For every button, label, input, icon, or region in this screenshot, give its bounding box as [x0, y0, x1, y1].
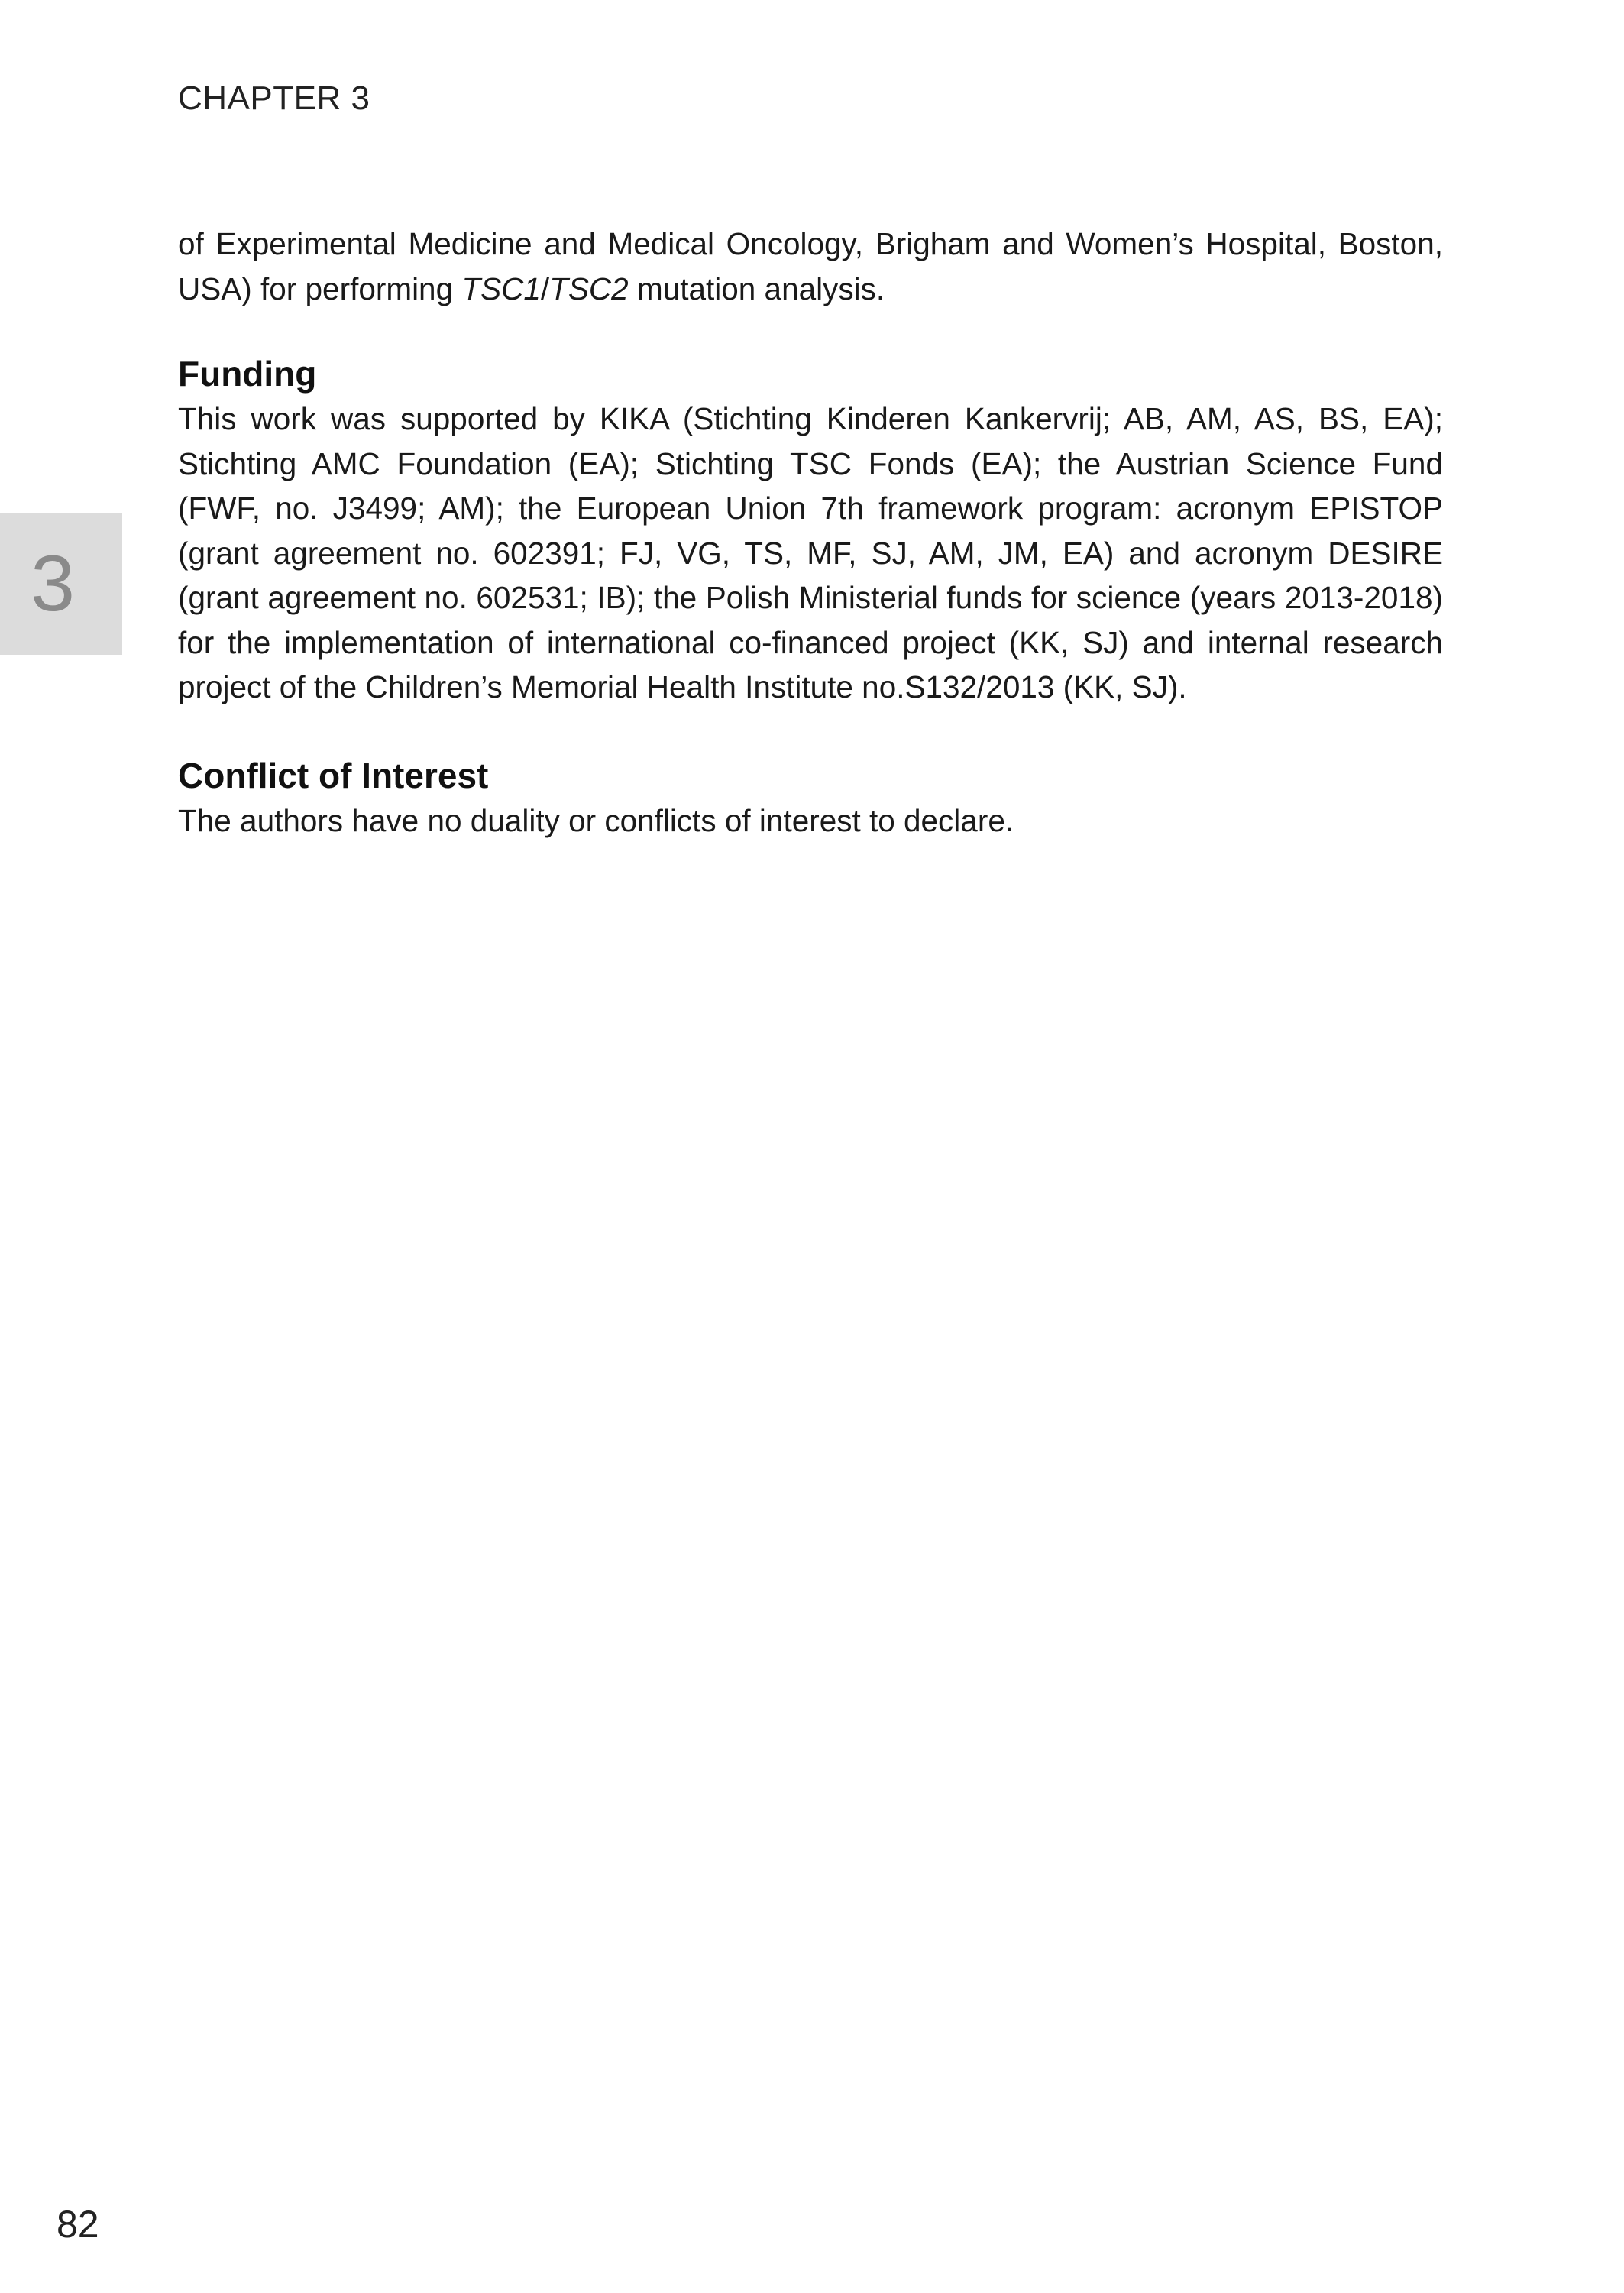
gene-tsc2: TSC2 — [549, 270, 629, 306]
gene-tsc1: TSC1 — [461, 270, 541, 306]
chapter-tab-number: 3 — [31, 539, 75, 628]
gene-separator: / — [540, 270, 550, 306]
chapter-tab — [0, 513, 122, 655]
conflict-heading: Conflict of Interest — [178, 755, 489, 795]
conflict-paragraph: The authors have no duality or conflicts of interest to declare. — [178, 802, 1014, 838]
funding-paragraph: This work was supported by KIKA (Stichting Kinderen Kankervrij; AB, AM, AS, BS, EA); Stichting AMC Foundation (EA); Stichting TSC Fonds (EA); the Austrian Science Fund (FWF, no. J3499; AM); the European Union 7th framework program: acronym EPISTOP (grant agreement no. 602391; FJ, VG, TS, MF, SJ, AM, JM, EA) and acronym DESIRE (grant agreement no. 602531; IB); the Polish Ministerial funds for science (years 2013-2018) for the implementation of international co-financed project (KK, SJ) and internal research project of the Children’s Memorial Health Institute no.S132/2013 (KK, SJ). — [178, 401, 1443, 704]
funding-heading: Funding — [178, 354, 317, 394]
running-head: CHAPTER 3 — [178, 79, 370, 117]
continuation-text-after: mutation analysis. — [628, 270, 885, 306]
continuation-text-before: of Experimental Medicine and Medical Oncology, Brigham and Women’s Hospital, Boston, USA) for performing — [178, 226, 1443, 306]
page-number: 82 — [57, 2203, 99, 2246]
page-content — [178, 222, 1443, 843]
continuation-paragraph — [178, 222, 1443, 311]
